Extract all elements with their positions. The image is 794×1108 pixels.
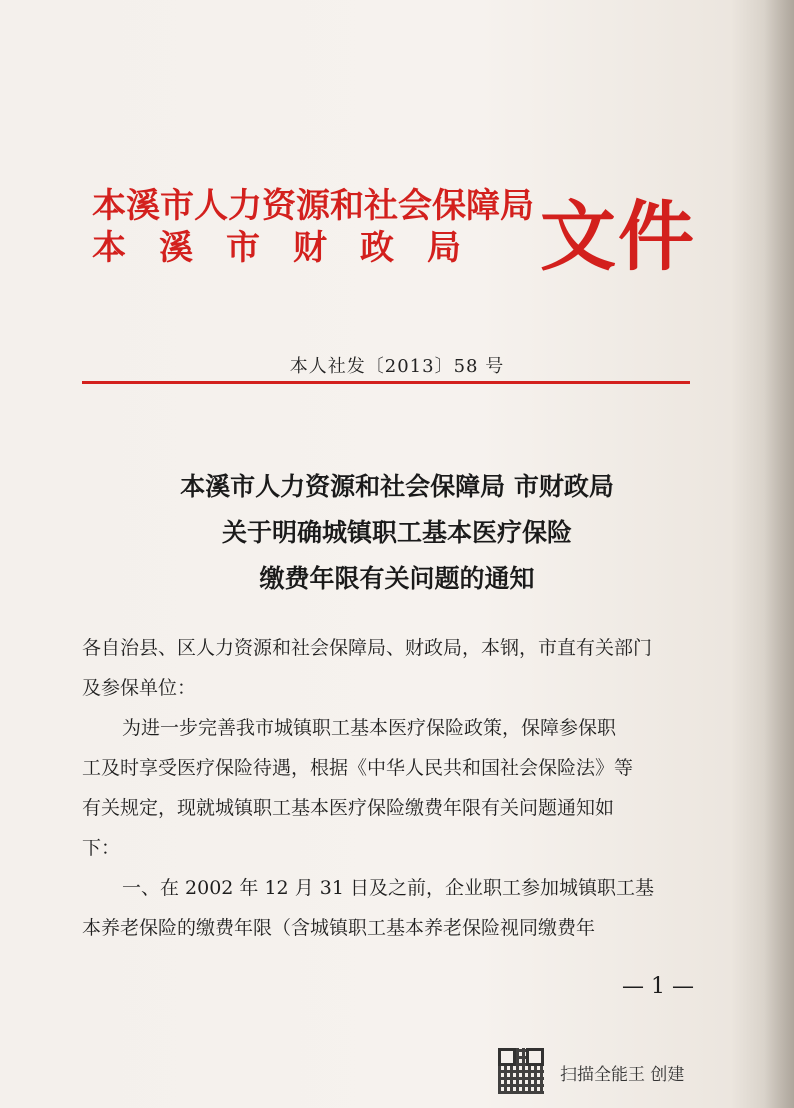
qr-code-icon — [498, 1048, 544, 1094]
paragraph-1-line-4: 下： — [82, 837, 121, 859]
document-type-label: 文件 — [540, 192, 696, 281]
document-header — [92, 170, 712, 280]
title-line-3: 缴费年限有关问题的通知 — [259, 564, 535, 593]
paragraph-1-line-1: 为进一步完善我市城镇职工基本医疗保险政策，保障参保职 — [122, 717, 617, 739]
paragraph-2-line-2: 本养老保险的缴费年限（含城镇职工基本养老保险视同缴费年 — [82, 917, 596, 939]
title-line-1: 本溪市人力资源和社会保障局 市财政局 — [180, 472, 614, 501]
scanner-watermark — [498, 1048, 718, 1098]
issuing-agency-1: 本溪市人力资源和社会保障局 — [92, 186, 534, 226]
document-title — [0, 464, 794, 602]
page-number: — 1 — — [622, 974, 694, 999]
paragraph-1-line-2: 工及时享受医疗保险待遇，根据《中华人民共和国社会保险法》等 — [82, 757, 634, 779]
watermark-text: 扫描全能王 创建 — [560, 1065, 685, 1085]
recipients-line-2: 及参保单位： — [82, 677, 197, 699]
paragraph-2-line-1: 一、在 2002 年 12 月 31 日及之前，企业职工参加城镇职工基 — [122, 877, 654, 899]
title-line-2: 关于明确城镇职工基本医疗保险 — [221, 518, 572, 547]
document-number: 本人社发〔2013〕58 号 — [289, 356, 505, 377]
recipients-line-1: 各自治县、区人力资源和社会保障局、财政局，本钢，市直有关部门 — [82, 637, 653, 659]
document-body — [82, 628, 722, 948]
red-divider — [82, 381, 690, 384]
issuing-agency-2: 本溪市财政局 — [92, 228, 494, 268]
paragraph-1-line-3: 有关规定，现就城镇职工基本医疗保险缴费年限有关问题通知如 — [82, 797, 615, 819]
